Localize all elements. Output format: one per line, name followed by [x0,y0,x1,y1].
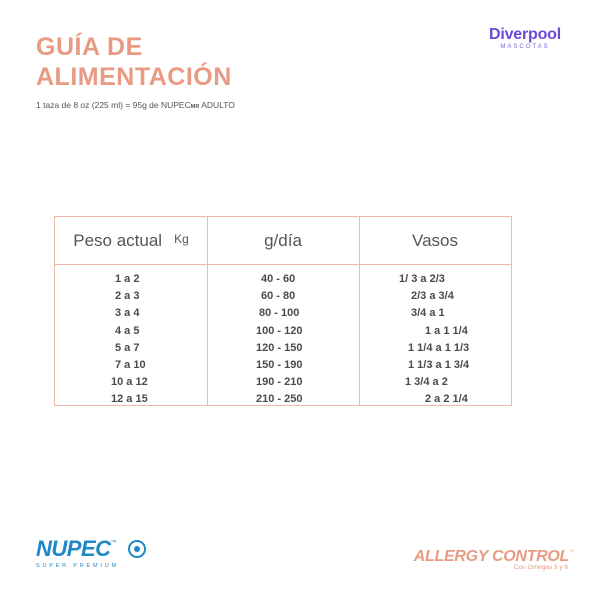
allergy-control-sub: Con Omegas 3 y 6 [513,564,568,571]
cell-weight: 2 a 3 [115,290,140,303]
cell-grams: 190 - 210 [256,376,303,389]
cell-grams: 120 - 150 [256,341,303,354]
cell-weight: 7 a 10 [115,358,146,371]
table-row [55,325,511,342]
allergy-control-tm: ™ [569,549,574,555]
cell-cups: 1 1/4 a 1 1/3 [408,341,470,354]
cell-cups: 1/ 3 a 2/3 [399,273,445,285]
nupec-logo [36,538,119,569]
cell-cups: 2/3 a 3/4 [411,290,454,303]
cell-cups: 2 a 2 1/4 [425,393,468,406]
cell-weight: 1 a 2 [115,273,140,285]
cell-grams: 100 - 120 [256,324,303,337]
title-line-1: GUÍA DE [36,33,143,61]
serving-note [36,100,235,110]
cell-cups: 1 3/4 a 2 [405,376,448,389]
cell-grams: 60 - 80 [261,290,296,303]
table-row [55,359,511,376]
paw-icon [128,540,146,558]
cell-weight: 5 a 7 [115,341,140,354]
allergy-control-name: ALLERGY CONTROL [413,548,569,565]
cell-weight: 3 a 4 [115,307,140,320]
table-body [55,273,511,411]
cell-grams: 80 - 100 [259,307,300,320]
title-line-2: ALIMENTACIÓN [36,63,232,91]
serving-note-suffix: ADULTO [199,100,235,110]
cell-grams: 150 - 190 [256,358,303,371]
cell-weight: 4 a 5 [115,324,140,337]
nupec-logo-sub: SUPER PREMIUM [36,563,119,569]
header-weight-unit: Kg [174,232,189,246]
page-title [36,32,232,92]
cell-grams: 40 - 60 [261,273,296,285]
table-row [55,376,511,393]
table-row [55,342,511,359]
feeding-table [54,216,512,406]
nupec-logo-word: NUPEC [36,536,111,561]
serving-note-prefix: 1 taza de 8 oz (225 ml) = 95g de NUPEC [36,100,191,110]
allergy-control-logo [402,548,574,571]
header-weight [55,217,207,265]
header-grams-label: g/día [264,231,302,250]
header-grams [207,217,359,265]
header-cups [359,217,511,265]
serving-note-mark: MR [190,104,200,110]
cell-weight: 10 a 12 [111,376,148,389]
table-row [55,307,511,324]
header-cups-label: Vasos [412,231,458,250]
diverpool-logo [484,27,566,51]
cell-cups: 3/4 a 1 [411,307,445,320]
cell-grams: 210 - 250 [256,393,303,406]
cell-cups: 1 1/3 a 1 3/4 [408,358,470,371]
diverpool-logo-name: Diverpool [489,26,561,43]
table-row [55,393,511,410]
table-row [55,273,511,290]
diverpool-logo-sub: MASCOTAS [500,44,550,50]
nupec-logo-tm: ™ [110,540,117,546]
table-row [55,290,511,307]
header-weight-label: Peso actual [73,231,163,250]
cell-cups: 1 a 1 1/4 [425,324,468,337]
cell-weight: 12 a 15 [111,393,148,406]
